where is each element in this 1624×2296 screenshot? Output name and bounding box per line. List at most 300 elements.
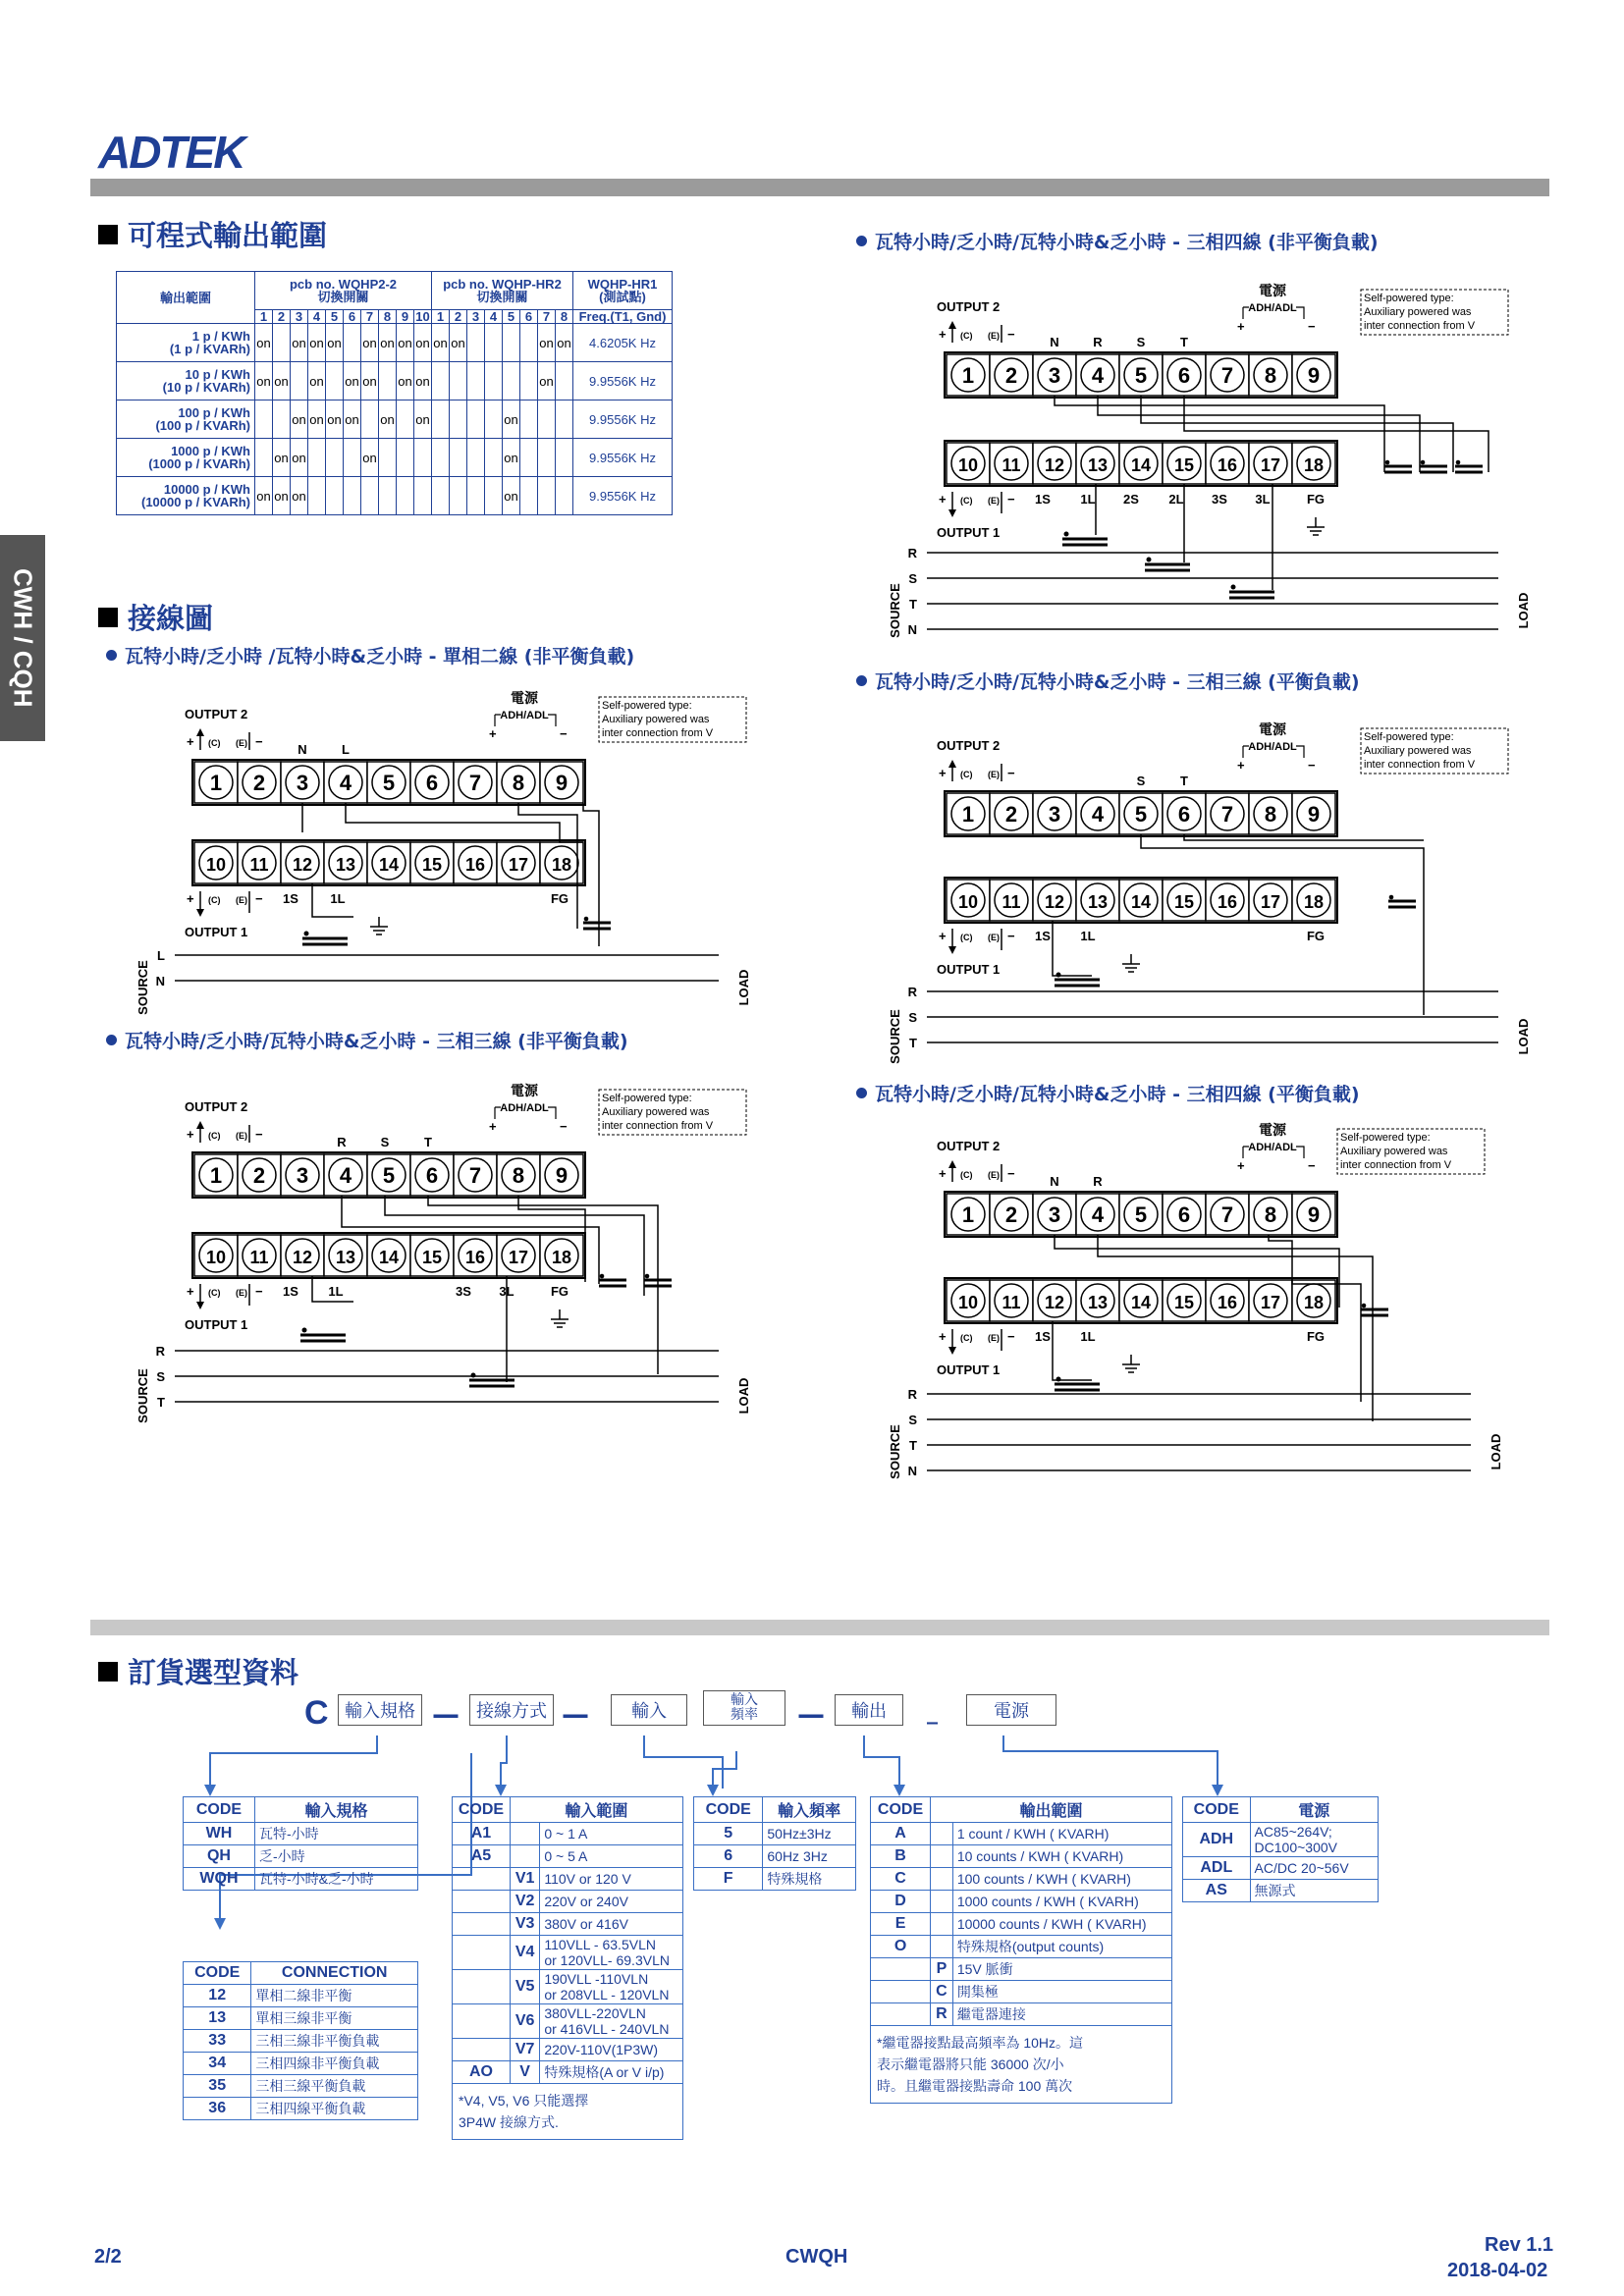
plus-label: + xyxy=(187,1127,194,1142)
switch-cell xyxy=(379,477,397,515)
table-row xyxy=(1183,1880,1379,1902)
code-cell: 13 xyxy=(184,2007,251,2030)
switch-cell: on xyxy=(414,362,432,400)
ct-label: 3L xyxy=(1255,492,1271,507)
switch-cell: on xyxy=(361,324,379,362)
subcode-cell: P xyxy=(931,1958,953,1981)
switch-cell xyxy=(379,362,397,400)
switch-cell xyxy=(467,324,485,362)
subcode-cell: V4 xyxy=(510,1936,539,1970)
table-row xyxy=(184,2030,418,2053)
terminal-number: 15 xyxy=(1173,455,1195,475)
switch-cell xyxy=(450,439,467,477)
terminal-number: 16 xyxy=(464,855,486,875)
table-row xyxy=(453,1891,683,1913)
table-row xyxy=(453,2004,683,2039)
table-row xyxy=(694,1868,856,1891)
phase-label: T xyxy=(1180,774,1188,788)
switch-cell xyxy=(397,400,414,439)
terminal-number: 17 xyxy=(1260,455,1281,475)
terminal-number: 9 xyxy=(555,771,568,795)
pt-dot xyxy=(645,1274,650,1279)
switch-cell xyxy=(485,477,503,515)
ct-dot xyxy=(1056,1377,1061,1382)
terminal-number: 7 xyxy=(468,771,482,795)
order-dash: — xyxy=(797,1698,825,1731)
source-label: SOURCE xyxy=(888,1009,902,1064)
switch-cell xyxy=(326,477,344,515)
desc-cell: 1 count / KWH ( KVARH) xyxy=(952,1823,1171,1845)
pt-dot xyxy=(600,1274,605,1279)
bullet-square-icon xyxy=(98,225,118,244)
terminal-number: 18 xyxy=(551,1248,572,1267)
range-table xyxy=(116,271,673,515)
subcode-cell: V2 xyxy=(510,1891,539,1913)
revision: Rev 1.1 xyxy=(1485,2234,1554,2256)
switch-cell xyxy=(538,477,556,515)
terminal-number: 9 xyxy=(1307,802,1321,827)
terminal-number: 14 xyxy=(1130,455,1152,475)
arrow-up-icon xyxy=(948,760,956,768)
fg-label: FG xyxy=(1306,1329,1326,1344)
switch-cell xyxy=(255,439,273,477)
terminal-number: 11 xyxy=(1001,892,1021,912)
code-header: CODE xyxy=(871,1797,931,1823)
desc-cell: AC85~264V; DC100~300V xyxy=(1250,1823,1378,1857)
table-input-range xyxy=(452,1796,683,2140)
ct-label: 1L xyxy=(330,891,346,906)
switch-cell: on xyxy=(308,324,326,362)
output2-label: OUTPUT 2 xyxy=(937,1139,1001,1153)
terminal-number: 4 xyxy=(1091,363,1105,388)
c-label: (C) xyxy=(960,331,973,341)
switch-cell xyxy=(414,477,432,515)
desc-cell: 0 ~ 1 A xyxy=(540,1823,683,1845)
freq-cell: 9.9556K Hz xyxy=(573,400,673,439)
fg-label: FG xyxy=(550,1284,569,1299)
switch-col: 10 xyxy=(415,309,430,324)
terminal-number: 7 xyxy=(1220,363,1234,388)
adh-label: ADH/ADL xyxy=(1248,741,1297,753)
code-header: CODE xyxy=(184,1797,255,1823)
subcode-cell: R xyxy=(931,2003,953,2026)
minus-label: − xyxy=(1007,766,1015,780)
table-row xyxy=(453,1970,683,2004)
ct-label: 1S xyxy=(1035,492,1051,507)
switch-col: 3 xyxy=(291,310,308,324)
note-text: Auxiliary powered was xyxy=(1364,745,1472,757)
table-row xyxy=(871,1845,1172,1868)
terminal-number: 3 xyxy=(296,1163,309,1188)
output2-label: OUTPUT 2 xyxy=(937,738,1001,753)
switch-cell xyxy=(273,400,291,439)
order-box-connection: 接線方式 xyxy=(469,1694,554,1726)
switch-col: 4 xyxy=(308,310,326,324)
plus-label: + xyxy=(489,1119,497,1134)
minus-label: − xyxy=(1308,758,1316,773)
section-title: 接線圖 xyxy=(128,602,214,635)
phase-label: N xyxy=(298,742,307,757)
order-box-input: 輸入 xyxy=(611,1694,687,1726)
code-cell: A xyxy=(871,1823,931,1845)
ct-label: 1S xyxy=(283,891,298,906)
terminal-number: 3 xyxy=(1048,363,1061,388)
terminal-number: 5 xyxy=(1134,802,1148,827)
switch-cell: on xyxy=(556,324,573,362)
switch-cell xyxy=(467,400,485,439)
switch-cell: on xyxy=(255,477,273,515)
phase-label: S xyxy=(1136,774,1146,788)
switch-cell xyxy=(344,324,361,362)
bullet-dot-icon xyxy=(856,675,867,686)
group1-header: pcb no. WQHP2-2 切換開關 xyxy=(255,272,432,310)
table-connection xyxy=(183,1961,418,2120)
c-label: (C) xyxy=(960,496,973,506)
table-input-spec xyxy=(183,1796,418,1891)
subcode-cell xyxy=(510,1823,539,1845)
terminal-number: 18 xyxy=(551,855,572,875)
subcode-cell xyxy=(931,1823,953,1845)
switch-col: 5 xyxy=(503,310,520,324)
switch-col: 3 xyxy=(467,310,485,324)
range-row-label: 10000 p / KWh (10000 p / KVARh) xyxy=(117,477,255,515)
ct-dot xyxy=(1056,973,1061,978)
table-row xyxy=(871,1936,1172,1958)
source-line-label: L xyxy=(157,948,165,963)
terminal-number: 14 xyxy=(1130,1293,1152,1312)
table-row xyxy=(871,1981,1172,2003)
code-cell: D xyxy=(871,1891,931,1913)
source-label: SOURCE xyxy=(888,583,902,638)
code-cell: 5 xyxy=(694,1823,763,1845)
terminal-number: 1 xyxy=(961,802,975,827)
desc-cell: 60Hz 3Hz xyxy=(763,1845,856,1868)
output1-label: OUTPUT 1 xyxy=(937,525,1001,540)
source-line-label: T xyxy=(157,1395,165,1410)
switch-cell xyxy=(556,439,573,477)
e-label: (E) xyxy=(988,1333,1000,1343)
freq-header: Freq.(T1, Gnd) xyxy=(573,310,673,324)
e-label: (E) xyxy=(236,1131,247,1141)
table-row xyxy=(184,1868,418,1891)
desc-header: 輸入範圍 xyxy=(510,1797,682,1823)
terminal-number: 6 xyxy=(1177,363,1191,388)
table-row xyxy=(453,1913,683,1936)
desc-cell: 特殊規格(output counts) xyxy=(952,1936,1171,1958)
terminal-number: 15 xyxy=(1173,1293,1195,1312)
switch-col: 2 xyxy=(450,310,467,324)
note-text: Self-powered type: xyxy=(1340,1132,1431,1144)
arrow-down-icon xyxy=(196,1302,204,1309)
minus-label: − xyxy=(1308,319,1316,334)
terminal-number: 7 xyxy=(468,1163,482,1188)
ct-dot xyxy=(1231,585,1236,590)
switch-cell xyxy=(485,400,503,439)
desc-header: 輸出範圍 xyxy=(931,1797,1172,1823)
bullet-square-icon xyxy=(98,1662,118,1682)
fg-label: FG xyxy=(550,891,569,906)
desc-cell: 瓦特-小時&乏-小時 xyxy=(254,1868,417,1891)
note-text: Self-powered type: xyxy=(1364,731,1454,743)
switch-cell xyxy=(503,324,520,362)
range-table-wrap xyxy=(116,271,673,515)
note-text: inter connection from V xyxy=(1340,1159,1452,1171)
table-row xyxy=(871,1958,1172,1981)
range-row-label: 1000 p / KWh (1000 p / KVARh) xyxy=(117,439,255,477)
switch-cell: on xyxy=(538,362,556,400)
terminal-number: 3 xyxy=(296,771,309,795)
arrow-down-icon xyxy=(948,946,956,954)
pt-dot xyxy=(584,917,589,922)
phase-label: T xyxy=(1180,335,1188,349)
terminal-number: 4 xyxy=(1091,1202,1105,1227)
note-text: inter connection from V xyxy=(1364,759,1476,771)
terminal-number: 8 xyxy=(1264,802,1277,827)
plus-label: + xyxy=(939,327,947,342)
power-label: 電源 xyxy=(1259,283,1286,298)
code-cell: 6 xyxy=(694,1845,763,1868)
desc-cell: 1000 counts / KWH ( KVARH) xyxy=(952,1891,1171,1913)
terminal-number: 14 xyxy=(1130,892,1152,912)
load-label: LOAD xyxy=(1516,592,1531,629)
switch-cell: on xyxy=(503,400,520,439)
phase-label: N xyxy=(1050,1174,1059,1189)
source-label: SOURCE xyxy=(888,1424,902,1479)
note-text: Self-powered type: xyxy=(602,700,692,712)
terminal-number: 12 xyxy=(1044,1293,1065,1312)
desc-cell: 10 counts / KWH ( KVARH) xyxy=(952,1845,1171,1868)
terminal-number: 15 xyxy=(1173,892,1195,912)
table-power xyxy=(1182,1796,1379,1902)
desc-cell: 無源式 xyxy=(1250,1880,1378,1902)
plus-label: + xyxy=(939,492,947,507)
ct-label: 3S xyxy=(1212,492,1227,507)
adtek-logo: ADTEK xyxy=(98,127,244,178)
terminal-number: 16 xyxy=(1217,1293,1238,1312)
c-label: (C) xyxy=(208,1131,221,1141)
arrow-down-icon xyxy=(948,1347,956,1355)
terminal-number: 13 xyxy=(335,1248,356,1267)
arrow-up-icon xyxy=(196,728,204,736)
c-label: (C) xyxy=(208,1288,221,1298)
switch-cell xyxy=(520,400,538,439)
switch-cell xyxy=(379,439,397,477)
switch-cell xyxy=(344,439,361,477)
power-label: 電源 xyxy=(511,690,538,706)
load-label: LOAD xyxy=(736,969,751,1006)
terminal-number: 8 xyxy=(1264,363,1277,388)
freq-cell: 9.9556K Hz xyxy=(573,477,673,515)
freq-cell: 4.6205K Hz xyxy=(573,324,673,362)
terminal-number: 15 xyxy=(421,1248,443,1267)
code-cell: 34 xyxy=(184,2053,251,2075)
source-label: SOURCE xyxy=(135,960,150,1015)
table-note: *V4, V5, V6 只能選擇 3P4W 接線方式. xyxy=(453,2084,683,2140)
plus-label: + xyxy=(939,1329,947,1344)
terminal-number: 4 xyxy=(339,771,352,795)
switch-col: 7 xyxy=(361,310,379,324)
model-label: CWQH xyxy=(785,2246,848,2268)
code-cell xyxy=(871,2003,931,2026)
subcode-cell: V3 xyxy=(510,1913,539,1936)
terminal-number: 16 xyxy=(464,1248,486,1267)
wiring-diagram-3p4w-bal xyxy=(888,1122,1538,1480)
adh-label: ADH/ADL xyxy=(500,1102,549,1114)
switch-cell: on xyxy=(503,477,520,515)
ct-dot xyxy=(302,1328,307,1333)
order-dash: _ xyxy=(927,1700,938,1725)
e-label: (E) xyxy=(988,331,1000,341)
ct-label: 3L xyxy=(499,1284,514,1299)
switch-cell xyxy=(556,362,573,400)
code-cell: 33 xyxy=(184,2030,251,2053)
section-output-range xyxy=(98,214,327,254)
bullet-dot-icon xyxy=(856,1088,867,1098)
switch-cell xyxy=(291,362,308,400)
switch-cell: on xyxy=(308,362,326,400)
desc-header: 輸入規格 xyxy=(254,1797,417,1823)
table-row xyxy=(184,1985,418,2007)
switch-cell xyxy=(273,324,291,362)
terminal-number: 17 xyxy=(508,1248,529,1267)
switch-cell xyxy=(556,400,573,439)
terminal-number: 12 xyxy=(1044,455,1065,475)
bullet-square-icon xyxy=(98,608,118,627)
switch-cell xyxy=(503,362,520,400)
source-line-label: N xyxy=(155,974,165,988)
plus-label: + xyxy=(187,1284,194,1299)
arrow-up-icon xyxy=(948,321,956,329)
code-cell xyxy=(871,1958,931,1981)
switch-cell: on xyxy=(326,324,344,362)
desc-cell: AC/DC 20~56V xyxy=(1250,1857,1378,1880)
phase-label: N xyxy=(1050,335,1059,349)
terminal-number: 18 xyxy=(1303,892,1325,912)
code-cell xyxy=(453,2004,511,2039)
minus-label: − xyxy=(560,1119,568,1134)
terminal-number: 5 xyxy=(1134,1202,1148,1227)
code-cell: A5 xyxy=(453,1845,511,1868)
code-cell: O xyxy=(871,1936,931,1958)
bullet-dot-icon xyxy=(856,236,867,246)
minus-label: − xyxy=(1007,492,1015,507)
switch-cell: on xyxy=(291,439,308,477)
ct-label: 1S xyxy=(283,1284,298,1299)
note-text: Self-powered type: xyxy=(602,1093,692,1104)
output1-label: OUTPUT 1 xyxy=(937,962,1001,977)
switch-col: 8 xyxy=(556,310,573,324)
switch-cell xyxy=(538,439,556,477)
terminal-number: 7 xyxy=(1220,1202,1234,1227)
minus-label: − xyxy=(255,734,263,749)
wiring-diagram-3p3w-bal xyxy=(888,721,1538,1064)
ct-label: 1L xyxy=(1080,492,1096,507)
terminal-number: 2 xyxy=(252,1163,266,1188)
terminal-number: 9 xyxy=(1307,1202,1321,1227)
code-cell xyxy=(453,2039,511,2061)
terminal-number: 11 xyxy=(1001,1293,1021,1312)
source-line-label: R xyxy=(907,1387,917,1402)
note-text: Self-powered type: xyxy=(1364,293,1454,304)
arrow-up-icon xyxy=(948,1160,956,1168)
subcode-cell xyxy=(931,1936,953,1958)
terminal-number: 6 xyxy=(1177,802,1191,827)
switch-cell: on xyxy=(344,362,361,400)
desc-cell: 110VLL - 63.5VLN or 120VLL- 69.3VLN xyxy=(540,1936,683,1970)
code-cell xyxy=(453,1970,511,2004)
mid-divider xyxy=(90,1620,1549,1635)
desc-cell: 190VLL -110VLN or 208VLL - 120VLN xyxy=(540,1970,683,2004)
terminal-number: 8 xyxy=(512,771,525,795)
section-title: 訂貨選型資料 xyxy=(128,1656,299,1689)
table-row xyxy=(871,1823,1172,1845)
output1-label: OUTPUT 1 xyxy=(937,1362,1001,1377)
phase-label: R xyxy=(1093,1174,1103,1189)
code-cell: E xyxy=(871,1913,931,1936)
code-cell: F xyxy=(694,1868,763,1891)
switch-cell xyxy=(450,362,467,400)
revision-date: 2018-04-02 xyxy=(1447,2260,1548,2281)
terminal-number: 10 xyxy=(205,1248,227,1267)
phase-label: S xyxy=(380,1135,390,1149)
desc-cell: 50Hz±3Hz xyxy=(763,1823,856,1845)
ct-label: 2S xyxy=(1123,492,1139,507)
desc-cell: 三相三線非平衡負載 xyxy=(251,2030,418,2053)
terminal-number: 12 xyxy=(292,855,313,875)
output1-label: OUTPUT 1 xyxy=(185,1317,248,1332)
switch-cell: on xyxy=(291,400,308,439)
power-label: 電源 xyxy=(511,1083,538,1098)
switch-cell: on xyxy=(361,362,379,400)
switch-cell xyxy=(520,324,538,362)
phase-label: R xyxy=(337,1135,347,1149)
desc-cell: 三相三線平衡負載 xyxy=(251,2075,418,2098)
switch-cell xyxy=(467,477,485,515)
terminal-number: 1 xyxy=(961,1202,975,1227)
adh-label: ADH/ADL xyxy=(500,710,549,721)
plus-label: + xyxy=(187,891,194,906)
desc-cell: 380VLL-220VLN or 416VLL - 240VLN xyxy=(540,2004,683,2039)
switch-col: 5 xyxy=(326,310,344,324)
code-cell xyxy=(453,1936,511,1970)
subcode-cell xyxy=(931,1868,953,1891)
c-label: (C) xyxy=(960,933,973,942)
wire xyxy=(346,803,583,842)
switch-cell: on xyxy=(414,324,432,362)
subcode-cell: V5 xyxy=(510,1970,539,2004)
code-cell: 35 xyxy=(184,2075,251,2098)
source-line-label: T xyxy=(909,1438,917,1453)
table-row xyxy=(453,2039,683,2061)
plus-label: + xyxy=(489,726,497,741)
arrow-down-icon xyxy=(196,909,204,917)
note-text: inter connection from V xyxy=(602,727,714,739)
terminal-number: 4 xyxy=(339,1163,352,1188)
terminal-number: 5 xyxy=(382,771,396,795)
table-frequency xyxy=(693,1796,856,1891)
switch-col: 2 xyxy=(273,310,291,324)
desc-header: CONNECTION xyxy=(251,1962,418,1985)
plus-label: + xyxy=(1237,758,1245,773)
switch-cell xyxy=(432,362,450,400)
order-dash: — xyxy=(562,1698,589,1731)
code-cell: ADL xyxy=(1183,1857,1251,1880)
subcode-cell xyxy=(931,1845,953,1868)
code-cell: WQH xyxy=(184,1868,255,1891)
terminal-number: 14 xyxy=(378,1248,400,1267)
terminal-number: 13 xyxy=(1087,455,1109,475)
minus-label: − xyxy=(255,891,263,906)
